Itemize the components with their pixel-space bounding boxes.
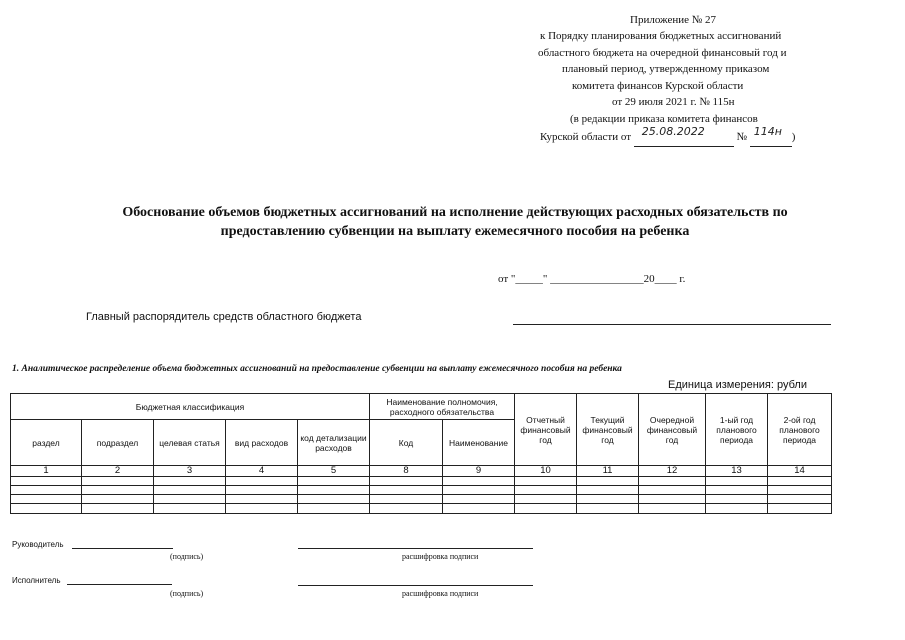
table-row[interactable]: [11, 486, 832, 495]
column-numbers-row: [11, 466, 832, 477]
handwritten-date: 25.08.2022: [641, 125, 705, 138]
title-line-1: Обоснование объемов бюджетных ассигнований на исполнение действующих расходных обязательств по: [122, 205, 788, 220]
document-title: [60, 203, 850, 241]
units-label: Единица измерения: рубли: [668, 379, 807, 391]
col-number: 13: [706, 466, 768, 477]
executor-label: Исполнитель: [12, 576, 61, 585]
appendix-line-8: [540, 125, 796, 147]
col-number: 12: [639, 466, 706, 477]
col-code: Код: [370, 420, 443, 466]
handwritten-number-field: [750, 125, 792, 147]
col-number: 5: [298, 466, 370, 477]
col-podrazdel: подраздел: [82, 420, 154, 466]
handwritten-number: 114н: [753, 125, 782, 138]
head-signature-field[interactable]: [72, 540, 173, 549]
group-authority: Наименование полномочия, расходного обязательства: [370, 394, 515, 420]
col-name: Наименование: [443, 420, 515, 466]
col-number: 8: [370, 466, 443, 477]
table-row[interactable]: [11, 495, 832, 504]
table-row[interactable]: [11, 477, 832, 486]
date-line: от "_____" _________________20____ г.: [498, 273, 686, 285]
col-number: 1: [11, 466, 82, 477]
col-number: 11: [577, 466, 639, 477]
distributor-label: Главный распорядитель средств областного бюджета: [86, 311, 362, 323]
table-row[interactable]: [11, 504, 832, 514]
col-number: 9: [443, 466, 515, 477]
head-podpis-caption: (подпись): [170, 552, 204, 561]
head-rasshifrovka-caption: расшифровка подписи: [402, 552, 479, 561]
col-report-year: Отчетный финансовый год: [515, 394, 577, 466]
appendix-line-7: (в редакции приказа комитета финансов: [570, 113, 758, 125]
group-budget-classification: Бюджетная классификация: [11, 394, 370, 420]
appendix-line-5: комитета финансов Курской области: [572, 80, 744, 92]
executor-signature-field[interactable]: [67, 576, 172, 585]
executor-rasshifrovka-caption: расшифровка подписи: [402, 589, 479, 598]
col-current-year: Текущий финансовый год: [577, 394, 639, 466]
appendix-line-3: областного бюджета на очередной финансовый год и: [538, 47, 787, 59]
appendix-line-6: от 29 июля 2021 г. № 115н: [612, 96, 735, 108]
col-number: 10: [515, 466, 577, 477]
executor-name-field[interactable]: [298, 577, 533, 586]
col-number: 2: [82, 466, 154, 477]
executor-podpis-caption: (подпись): [170, 589, 204, 598]
col-plan-year-1: 1-ый год планового периода: [706, 394, 768, 466]
col-number: 4: [226, 466, 298, 477]
col-expense-type: вид расходов: [226, 420, 298, 466]
col-detail-code: код детализации расходов: [298, 420, 370, 466]
distributor-field[interactable]: [513, 312, 831, 325]
title-line-2: предоставлению субвенции на выплату ежемесячного пособия на ребенка: [220, 224, 690, 239]
number-sign: №: [736, 131, 747, 143]
appendix-line-4: плановый период, утвержденному приказом: [562, 63, 770, 75]
appendix-line-2: к Порядку планирования бюджетных ассигнований: [540, 30, 782, 42]
col-number: 14: [768, 466, 832, 477]
appendix-number: Приложение № 27: [630, 14, 717, 26]
head-name-field[interactable]: [298, 540, 533, 549]
section-1-title: 1. Аналитическое распределение объема бюджетных ассигнований на предоставление субвенции на выплату ежемесячного пособия на ребенка: [12, 364, 622, 374]
closing-paren: ): [791, 131, 796, 143]
col-next-year: Очередной финансовый год: [639, 394, 706, 466]
col-razdel: раздел: [11, 420, 82, 466]
col-number: 3: [154, 466, 226, 477]
allocation-table: [10, 393, 832, 514]
handwritten-date-field: [634, 125, 734, 147]
appendix-line-8-prefix: Курской области от: [540, 131, 631, 143]
col-target-article: целевая статья: [154, 420, 226, 466]
col-plan-year-2: 2-ой год планового периода: [768, 394, 832, 466]
head-label: Руководитель: [12, 540, 64, 549]
